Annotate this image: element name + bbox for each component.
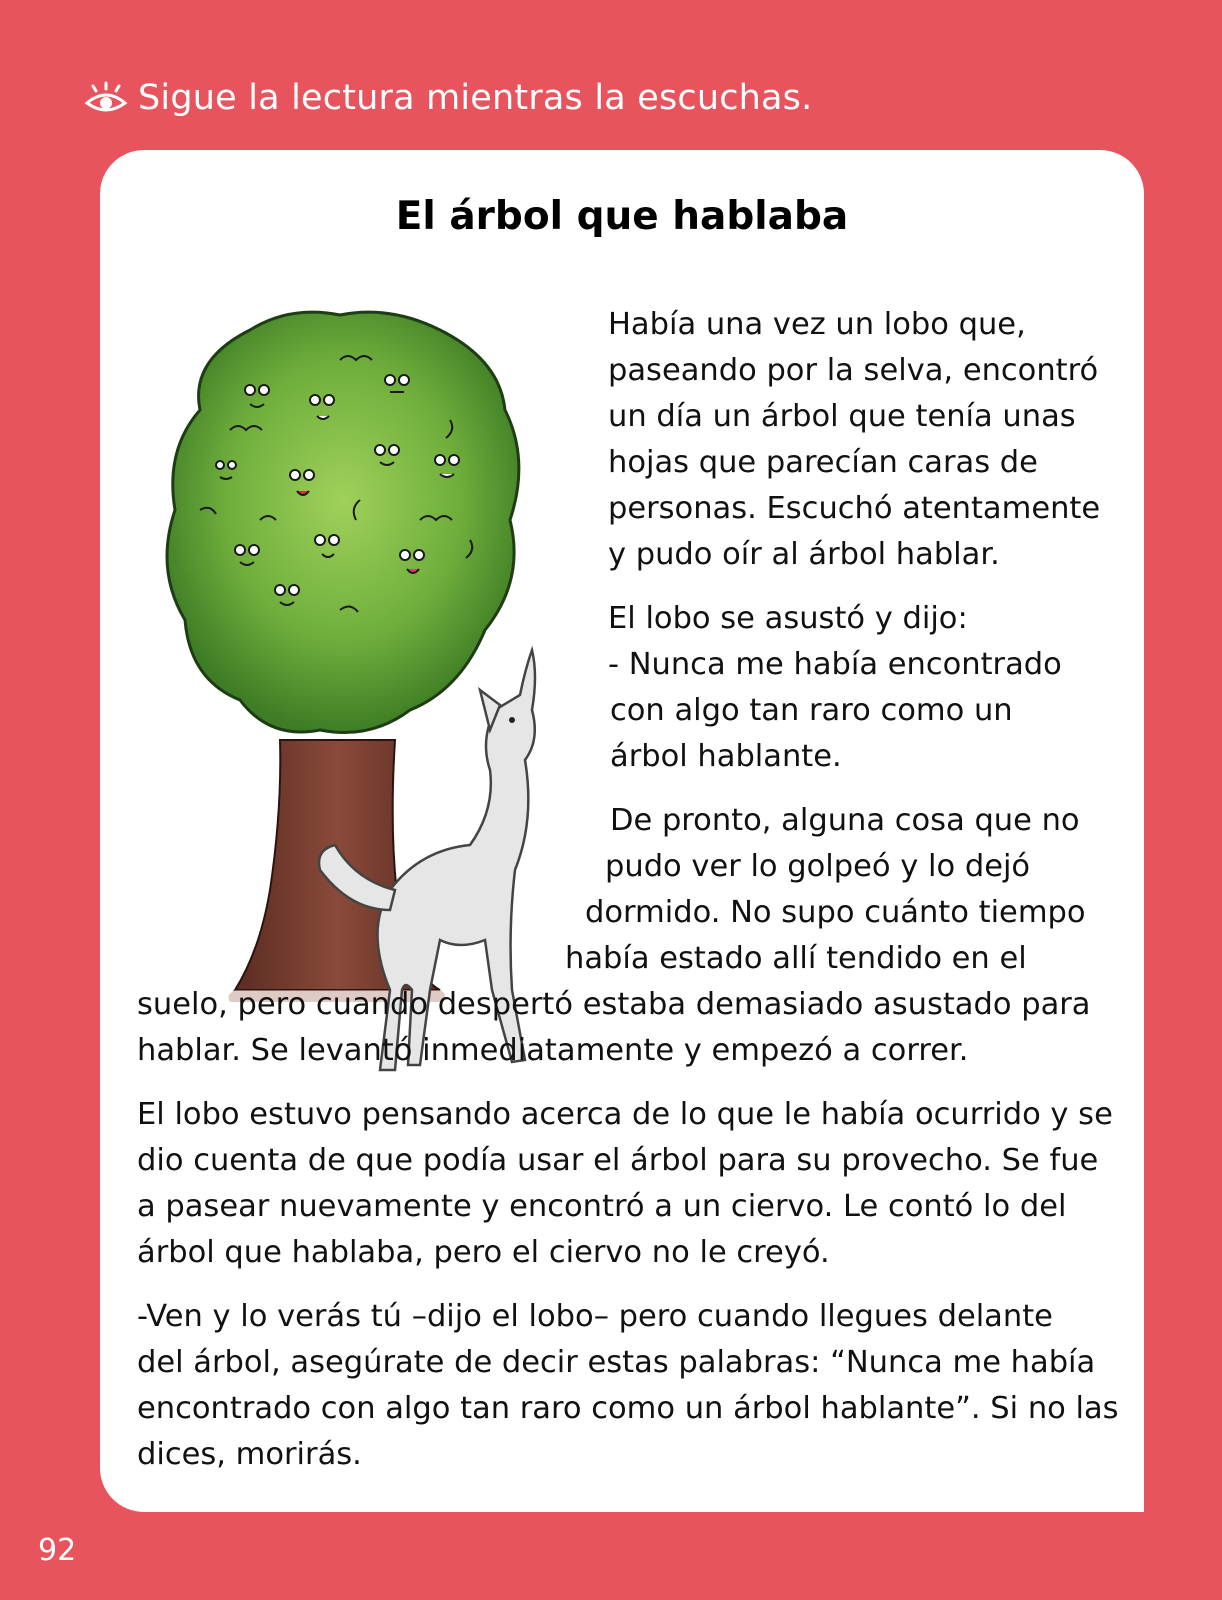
instruction [84, 78, 812, 118]
story-line: personas. Escuchó atentamente [608, 491, 1101, 526]
story-line: pudo ver lo golpeó y lo dejó [605, 849, 1031, 884]
eye-icon [84, 81, 128, 115]
story-line: -Ven y lo verás tú –dijo el lobo– pero cuando llegues delante [137, 1299, 1053, 1334]
story-line: dormido. No supo cuánto tiempo [585, 895, 1086, 930]
story-line: y pudo oír al árbol hablar. [608, 537, 1000, 572]
story-line: hablar. Se levantó inmediatamente y empezó a correr. [137, 1033, 969, 1068]
story-card [100, 150, 1144, 1512]
story-line: Había una vez un lobo que, [608, 307, 1026, 342]
story-line: a pasear nuevamente y encontró a un ciervo. Le contó lo del [137, 1189, 1067, 1224]
story-title: El árbol que hablaba [395, 194, 849, 239]
story-line: con algo tan raro como un [610, 693, 1013, 728]
tree-and-wolf-illustration [140, 290, 610, 1090]
story-line: árbol hablante. [610, 739, 842, 774]
story-line: El lobo se asustó y dijo: [608, 601, 968, 636]
story-line: El lobo estuvo pensando acerca de lo que le había ocurrido y se [137, 1097, 1113, 1132]
story-line: encontrado con algo tan raro como un árbol hablante”. Si no las [137, 1391, 1119, 1426]
story-line: paseando por la selva, encontró [608, 353, 1099, 388]
story-line: suelo, pero cuando despertó estaba demasiado asustado para [137, 987, 1091, 1022]
story-line: - Nunca me había encontrado [608, 647, 1062, 682]
story-line: árbol que hablaba, pero el ciervo no le creyó. [137, 1235, 830, 1270]
story-line: hojas que parecían caras de [608, 445, 1038, 480]
instruction-text: Sigue la lectura mientras la escuchas. [138, 78, 813, 118]
story-line: dices, morirás. [137, 1437, 362, 1472]
story-line: dio cuenta de que podía usar el árbol para su provecho. Se fue [137, 1143, 1099, 1178]
page-number: 92 [38, 1533, 77, 1568]
story-line: del árbol, asegúrate de decir estas palabras: “Nunca me había [137, 1345, 1096, 1380]
story-line: había estado allí tendido en el [565, 941, 1027, 976]
story-line: De pronto, alguna cosa que no [610, 803, 1080, 838]
story-line: un día un árbol que tenía unas [608, 399, 1076, 434]
